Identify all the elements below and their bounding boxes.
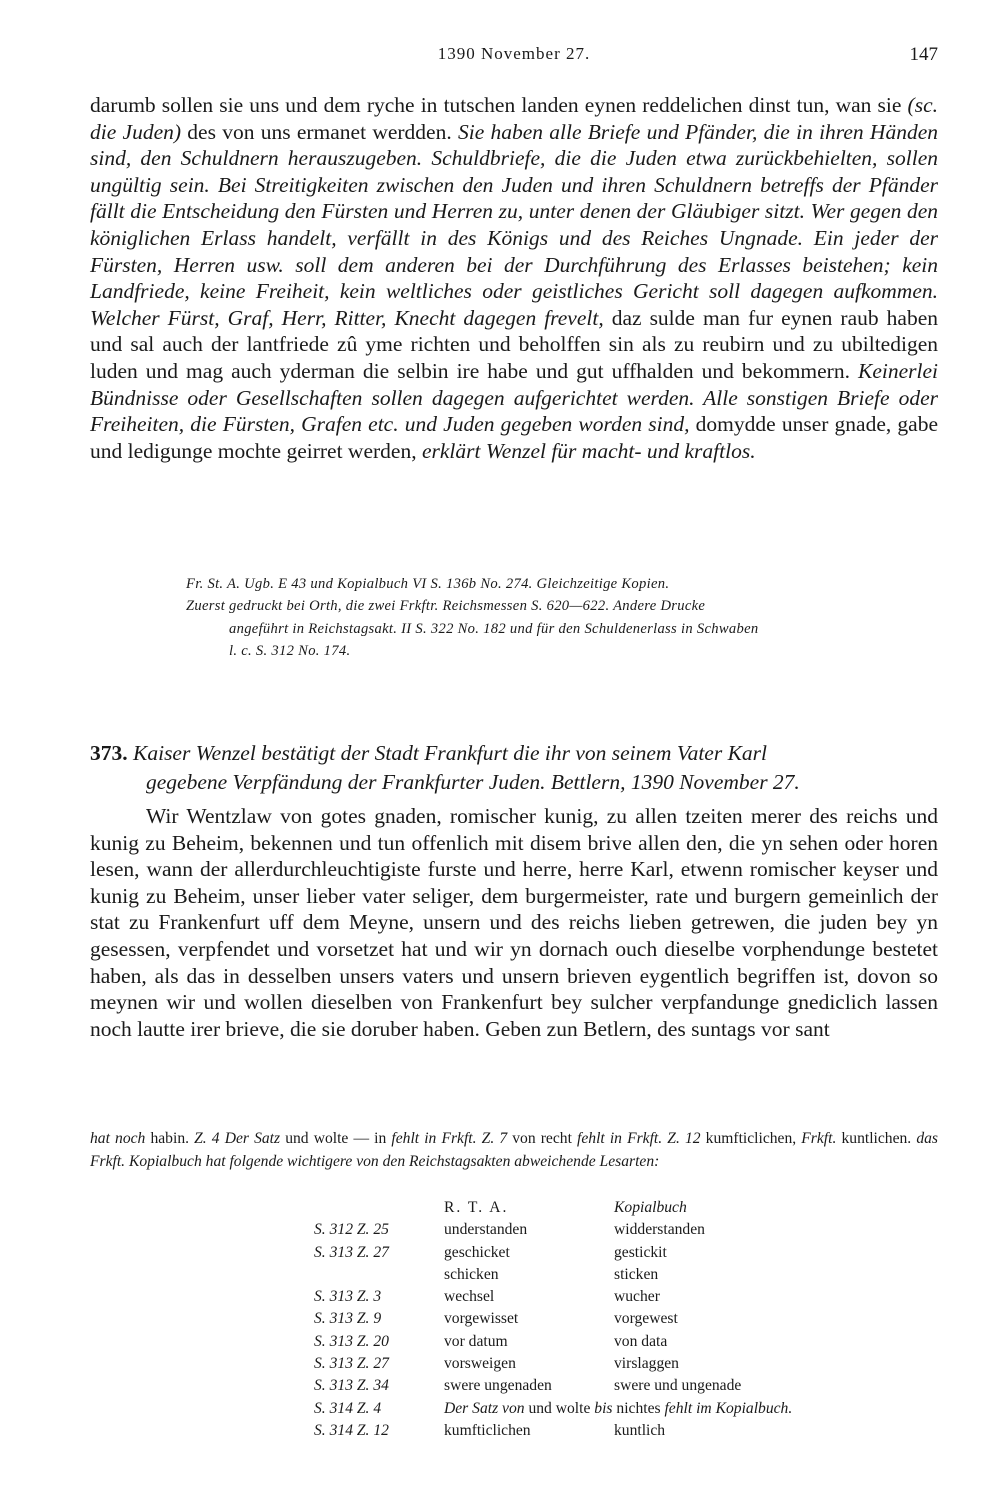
column-header-kopialbuch: Kopialbuch <box>614 1199 687 1216</box>
text-run-italic: (sc. die Juden) <box>90 93 938 144</box>
document-heading <box>90 739 938 797</box>
note-run: kumfticlichen, <box>700 1130 802 1147</box>
charter-text: Wir Wentzlaw von gotes gnaden, romischer kunig, zu allen tzeiten merer des reichs und kunig zu Beheim, bekennen und tun offenlich mit disem brive allen den, die yn sehen oder horen lesen, wann der allerdurchleuchtigiste furste und herre, herre Karl, etwenn romischer keyser und kunig zu Beheim, unser lieber vater seliger, dem burgermeister, rate und burgern gemeinlich der stat zu Frankenfurt uff dem Meyne, unsern und des reichs lieben getrewen, die juden bey yn gesessen, verpfendet und vorsetzet hat und wir yn dornach ouch dieselbe vorphendunge bestetet haben, als das in desselben unsers vaters und unsern brieven eygentlich begriffen ist, dovon so meynen wir und wollen dieselben von Frankenfurt bey sulcher verpfandunge gnediclich lassen noch lautte irer brieve, die sie doruber haben. Geben zun Betlern, des suntags vor sant <box>90 804 938 1041</box>
text-run-italic: Sie haben alle Briefe und Pfänder, die in ihren Händen sind, den Schuldnern herauszugeben. Schuldbriefe, die die Juden etwa zurückbehielten, sollen ungültig sein. Bei Streitigkeiten zwischen den Juden und ihren Schuldnern betreffs der Pfänder fällt die Entscheidung den Fürsten und Herren zu, unter denen der Gläubiger sitzt. Wer gegen den königlichen Erlass handelt, verfällt in des Königs und des Reiches Ungnade. Ein jeder der Fürsten, Herren usw. soll dem anderen bei der Durchführung des Erlasses beistehen; kein Landfriede, keine Freiheit, kein weltliches oder geistliches Gericht soll dagegen aufkommen. Welcher Fürst, Graf, Herr, Ritter, Knecht dagegen frevelt, <box>90 119 938 330</box>
note-run: und wolte — in <box>280 1130 392 1147</box>
text-run: domydde unser gnade, gabe und ledigunge mochte geirret werden, <box>90 412 938 463</box>
text-run-italic: Keinerlei Bündnisse oder Gesellschaften sollen dagegen aufgerichtet werden. Alle sonstigen Briefe oder Freiheiten, die Fürsten, Grafen etc. und Juden gegeben worden sind, <box>90 358 938 437</box>
note-run-italic: fehlt in Frkft. Z. 12 <box>577 1130 701 1147</box>
note-run: nichtes <box>612 1399 665 1417</box>
row-kopialbuch-reading: von data <box>614 1332 668 1350</box>
table-row <box>314 1242 792 1264</box>
row-kopialbuch-reading: kuntlich <box>614 1421 666 1439</box>
row-reference: S. 312 Z. 25 <box>314 1221 389 1239</box>
row-rta-reading: geschicket <box>444 1243 510 1261</box>
note-run-italic: das Frkft. Kopialbuch hat folgende wichtigere von den Reichstagsakten abweichende Lesarten: <box>90 1130 938 1170</box>
row-kopialbuch-reading: swere und ungenade <box>614 1377 742 1395</box>
document-title-line: Kaiser Wenzel bestätigt der Stadt Frankfurt die ihr von seinem Vater Karl <box>133 741 768 765</box>
row-reference: S. 313 Z. 34 <box>314 1377 389 1395</box>
row-kopialbuch-reading: sticken <box>614 1265 659 1283</box>
row-kopialbuch-reading: vorgewest <box>614 1310 678 1328</box>
row-reference: S. 313 Z. 27 <box>314 1355 389 1373</box>
note-run-italic: Frkft. <box>801 1130 837 1147</box>
document-title-line: gegebene Verpfändung der Frankfurter Juden. Bettlern, 1390 November 27. <box>146 770 800 794</box>
row-reference: S. 313 Z. 9 <box>314 1310 382 1328</box>
source-line: Zuerst gedruckt bei Orth, die zwei Frkftr. Reichsmessen S. 620—622. Andere Drucke <box>186 598 706 615</box>
row-reference: S. 313 Z. 27 <box>314 1243 389 1261</box>
row-rta-reading: vorsweigen <box>444 1355 516 1373</box>
row-rta-reading: wechsel <box>444 1288 495 1306</box>
note-run: habin. <box>145 1130 195 1147</box>
row-rta-reading: vor datum <box>444 1332 508 1350</box>
source-line: l. c. S. 312 No. 174. <box>229 642 351 659</box>
running-header <box>90 44 938 74</box>
table-row <box>314 1375 792 1397</box>
row-reference <box>314 1264 444 1286</box>
row-rta-reading: schicken <box>444 1265 499 1283</box>
page-number: 147 <box>909 44 938 65</box>
table-row <box>314 1308 792 1330</box>
text-run: des von uns ermanet werdden. <box>181 119 458 144</box>
note-run: kuntlichen. <box>836 1130 917 1147</box>
row-note <box>444 1398 792 1420</box>
source-line: angeführt in Reichstagsakt. II S. 322 No. 182 und für den Schuldenerlass in Schwaben <box>229 620 759 637</box>
note-run-italic: Der Satz von <box>444 1399 525 1417</box>
row-rta-reading: vorgewisset <box>444 1310 519 1328</box>
text-run-italic: erklärt Wenzel für macht- und kraftlos. <box>421 438 756 463</box>
table-row <box>314 1264 792 1286</box>
row-reference: S. 313 Z. 3 <box>314 1288 382 1306</box>
table-row <box>314 1353 792 1375</box>
row-rta-reading: kumfticlichen <box>444 1421 531 1439</box>
body-paragraph-continuation <box>90 92 938 464</box>
table-row <box>314 1398 792 1420</box>
source-note <box>186 573 938 662</box>
textual-notes <box>90 1128 938 1173</box>
table-row <box>314 1286 792 1308</box>
row-reference: S. 314 Z. 4 <box>314 1399 382 1417</box>
variant-readings-table <box>314 1197 792 1442</box>
note-run: und wolte <box>524 1399 595 1417</box>
table-row <box>314 1219 792 1241</box>
row-reference: S. 313 Z. 20 <box>314 1332 389 1350</box>
source-line: Fr. St. A. Ugb. E 43 und Kopialbuch VI S. 136b No. 274. Gleichzeitige Kopien. <box>186 576 670 592</box>
row-kopialbuch-reading: gestickit <box>614 1243 667 1261</box>
note-run-italic: hat noch <box>90 1130 146 1147</box>
note-run: von recht <box>507 1130 578 1147</box>
table-row <box>314 1331 792 1353</box>
text-run: darumb sollen sie uns und dem ryche in tutschen landen eynen reddelichen dinst tun, wan sie <box>90 93 908 117</box>
row-reference: S. 314 Z. 12 <box>314 1421 389 1439</box>
note-run-italic: fehlt in Frkft. Z. 7 <box>391 1130 508 1147</box>
row-rta-reading: understanden <box>444 1221 528 1239</box>
table-row <box>314 1420 792 1442</box>
note-run-italic: Z. 4 Der Satz <box>194 1130 281 1147</box>
column-header-rta: R. T. A. <box>444 1199 509 1216</box>
row-kopialbuch-reading: widderstanden <box>614 1221 705 1239</box>
running-title: 1390 November 27. <box>437 44 591 63</box>
note-run-italic: fehlt im Kopialbuch. <box>664 1399 793 1417</box>
row-rta-reading: swere ungenaden <box>444 1377 552 1395</box>
row-kopialbuch-reading: wucher <box>614 1288 660 1306</box>
note-run-italic: bis <box>594 1399 613 1417</box>
table-header-row <box>314 1197 792 1219</box>
row-kopialbuch-reading: virslaggen <box>614 1355 679 1373</box>
document-number: 373. <box>90 741 128 765</box>
text-run: daz sulde man fur eynen raub haben und sal auch der lantfriede zû yme richten und beholffen sin als zu reubirn und zu ubiltedigen luden und mag auch yderman die selbin ire habe und gut uffhalden und bekommern. <box>90 305 938 383</box>
